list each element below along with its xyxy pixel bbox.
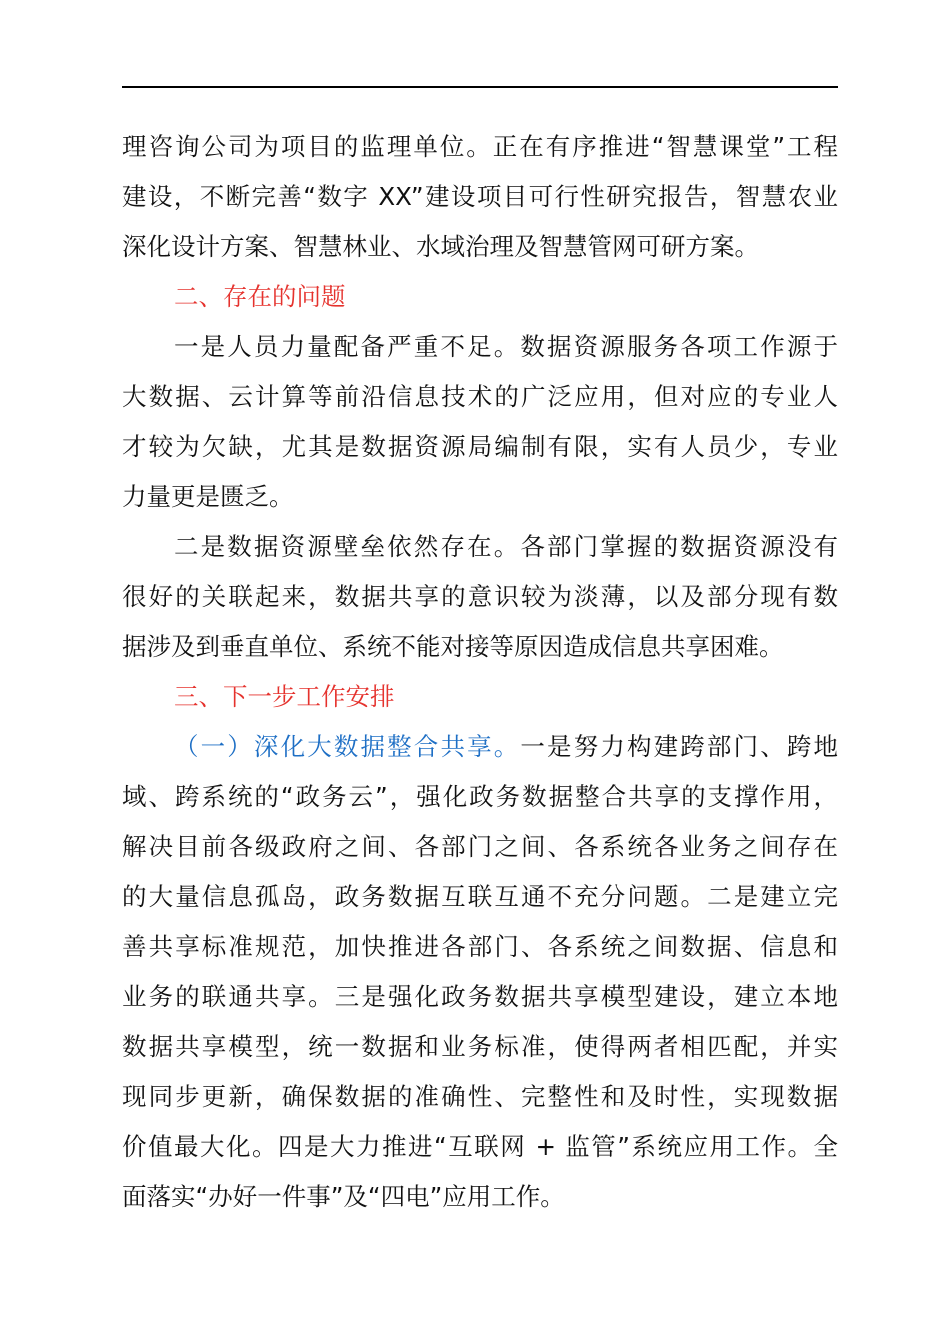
text-line: 善共享标准规范，加快推进各部门、各系统之间数据、信息和 [122,932,838,961]
text-line: 面落实“办好一件事”及“四电”应用工作。 [122,1182,565,1211]
text-line: 解决目前各级政府之间、各部门之间、各系统各业务之间存在 [122,832,838,861]
text-line: 现同步更新，确保数据的准确性、完整性和及时性，实现数据 [122,1082,838,1111]
text-line [122,722,838,772]
paragraph-3 [122,522,838,672]
section-heading-next-steps: 三、下一步工作安排 [174,682,395,711]
text-line: 一是人员力量配备严重不足。数据资源服务各项工作源于 [174,332,838,361]
document-body [122,122,838,1222]
text-line: 大数据、云计算等前沿信息技术的广泛应用，但对应的专业人 [122,382,838,411]
header-rule [122,86,838,88]
paragraph-4 [122,722,838,1222]
text-line: 的大量信息孤岛，政务数据互联互通不充分问题。二是建立完 [122,882,838,911]
paragraph-1 [122,122,838,272]
text-line: 数据共享模型，统一数据和业务标准，使得两者相匹配，并实 [122,1032,838,1061]
text-line: 价值最大化。四是大力推进“互联网 + 监管”系统应用工作。全 [122,1132,838,1161]
text-line: 理咨询公司为项目的监理单位。正在有序推进“智慧课堂”工程 [122,132,838,161]
section-heading-problems: 二、存在的问题 [174,282,346,311]
paragraph-2 [122,322,838,522]
subsection-heading: （一）深化大数据整合共享。 [174,732,521,761]
text-line: 力量更是匮乏。 [122,482,294,511]
text-line: 据涉及到垂直单位、系统不能对接等原因造成信息共享困难。 [122,632,784,661]
text-span: 一是努力构建跨部门、跨地 [520,732,839,761]
text-line: 才较为欠缺，尤其是数据资源局编制有限，实有人员少，专业 [122,432,838,461]
text-line: 建设，不断完善“数字 XX”建设项目可行性研究报告，智慧农业 [122,182,838,211]
text-line: 深化设计方案、智慧林业、水域治理及智慧管网可研方案。 [122,232,759,261]
text-line: 二是数据资源壁垒依然存在。各部门掌握的数据资源没有 [174,532,838,561]
text-line: 很好的关联起来，数据共享的意识较为淡薄，以及部分现有数 [122,582,838,611]
text-line: 业务的联通共享。三是强化政务数据共享模型建设，建立本地 [122,982,838,1011]
text-line: 域、跨系统的“政务云”，强化政务数据整合共享的支撑作用， [122,782,838,811]
